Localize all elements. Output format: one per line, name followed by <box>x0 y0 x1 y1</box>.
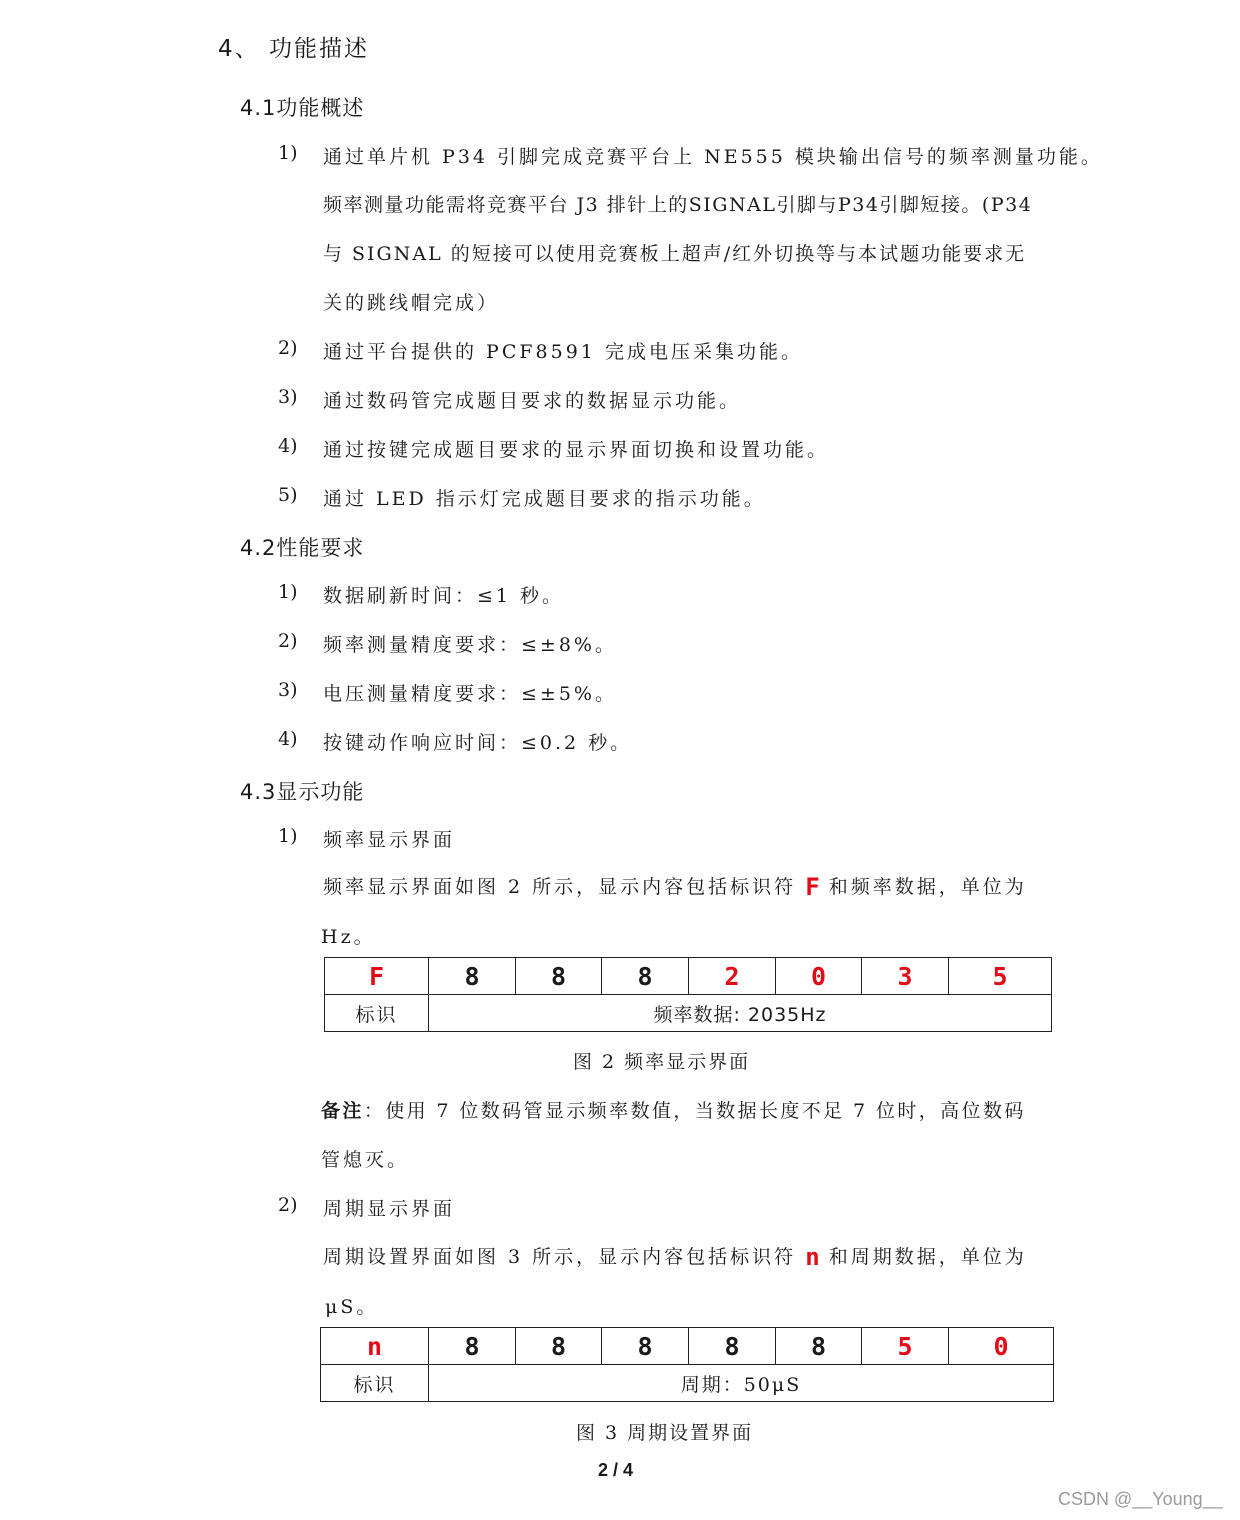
note-line: 管熄灭。 <box>321 1149 410 1171</box>
note-label: 备注 <box>321 1100 364 1122</box>
segment-digit: 0 <box>776 958 862 995</box>
list-item-text: 数据刷新时间：≤1 秒。 <box>323 585 565 607</box>
list-item-text: 通过平台提供的 PCF8591 完成电压采集功能。 <box>323 341 803 363</box>
segment-digit: 8 <box>689 1328 776 1365</box>
note-line <box>321 1096 1026 1123</box>
list-number: 3) <box>278 679 298 701</box>
description-text: 频率显示界面如图 2 所示，显示内容包括标识符 <box>323 876 797 898</box>
list-item-text: 通过数码管完成题目要求的数据显示功能。 <box>323 390 742 412</box>
section-heading: 4、 功能描述 <box>218 36 369 62</box>
segment-digit: 2 <box>689 958 776 995</box>
description-line: μS。 <box>325 1296 379 1318</box>
description-line <box>323 872 1027 901</box>
list-item-text: 频率测量精度要求：≤±8%。 <box>323 634 617 656</box>
digit-row <box>321 1328 1054 1365</box>
list-number: 2) <box>278 1194 298 1216</box>
subsection-heading-4-3: 4.3显示功能 <box>240 780 365 804</box>
figure-caption: 图 3 周期设置界面 <box>576 1422 754 1444</box>
list-item-text: 频率测量功能需将竞赛平台 J3 排针上的SIGNAL引脚与P34引脚短接。(P34 <box>323 194 1033 216</box>
label-row <box>321 1365 1054 1402</box>
period-display-table <box>320 1327 1054 1402</box>
identifier-label: 标识 <box>325 995 429 1032</box>
list-item-text: 按键动作响应时间：≤0.2 秒。 <box>323 732 633 754</box>
segment-digit: 8 <box>602 958 689 995</box>
list-item-title: 周期显示界面 <box>323 1198 456 1220</box>
list-number: 5) <box>278 484 298 506</box>
list-number: 3) <box>278 386 298 408</box>
description-text: 和频率数据，单位为 <box>828 876 1027 898</box>
list-item-text: 关的跳线帽完成） <box>323 292 500 314</box>
segment-digit: 5 <box>949 958 1052 995</box>
segment-digit: 8 <box>516 1328 602 1365</box>
segment-digit: 8 <box>776 1328 862 1365</box>
list-number: 2) <box>278 337 298 359</box>
segment-digit: 8 <box>516 958 602 995</box>
figure-caption: 图 2 频率显示界面 <box>573 1051 751 1073</box>
list-number: 4) <box>278 435 298 457</box>
description-line: Hz。 <box>321 926 376 948</box>
identifier-label: 标识 <box>321 1365 429 1402</box>
segment-digit: n <box>321 1328 429 1365</box>
segment-digit: 8 <box>429 1328 516 1365</box>
description-line <box>323 1242 1027 1271</box>
period-data-label: 周期：50μS <box>429 1365 1054 1402</box>
segment-digit: 8 <box>602 1328 689 1365</box>
watermark: CSDN @__Young__ <box>1058 1489 1223 1509</box>
list-number: 1) <box>278 581 298 603</box>
list-number: 2) <box>278 630 298 652</box>
segment-digit: 3 <box>862 958 949 995</box>
identifier-symbol-f: F <box>805 873 820 901</box>
list-number: 1) <box>278 825 298 847</box>
identifier-symbol-n: n <box>805 1243 820 1271</box>
segment-digit: 8 <box>429 958 516 995</box>
subsection-heading-4-1: 4.1功能概述 <box>240 96 365 120</box>
frequency-display-table <box>324 957 1052 1032</box>
description-text: 和周期数据，单位为 <box>828 1246 1027 1268</box>
description-text: 周期设置界面如图 3 所示，显示内容包括标识符 <box>323 1246 797 1268</box>
page-number: 2 / 4 <box>598 1460 634 1480</box>
list-item-text: 通过单片机 P34 引脚完成竞赛平台上 NE555 模块输出信号的频率测量功能。 <box>323 146 1103 168</box>
subsection-heading-4-2: 4.2性能要求 <box>240 536 365 560</box>
frequency-data-label: 频率数据: 2035Hz <box>429 995 1052 1032</box>
note-text: ：使用 7 位数码管显示频率数值，当数据长度不足 7 位时，高位数码 <box>363 1100 1026 1122</box>
list-number: 4) <box>278 728 298 750</box>
list-item-text: 电压测量精度要求：≤±5%。 <box>323 683 617 705</box>
list-item-title: 频率显示界面 <box>323 829 456 851</box>
label-row <box>325 995 1052 1032</box>
segment-digit: F <box>325 958 429 995</box>
segment-digit: 5 <box>862 1328 949 1365</box>
list-item-text: 与 SIGNAL 的短接可以使用竞赛板上超声/红外切换等与本试题功能要求无 <box>323 243 1027 265</box>
digit-row <box>325 958 1052 995</box>
list-item-text: 通过按键完成题目要求的显示界面切换和设置功能。 <box>323 439 830 461</box>
list-number: 1) <box>278 142 298 164</box>
segment-digit: 0 <box>949 1328 1054 1365</box>
list-item-text: 通过 LED 指示灯完成题目要求的指示功能。 <box>323 488 766 510</box>
